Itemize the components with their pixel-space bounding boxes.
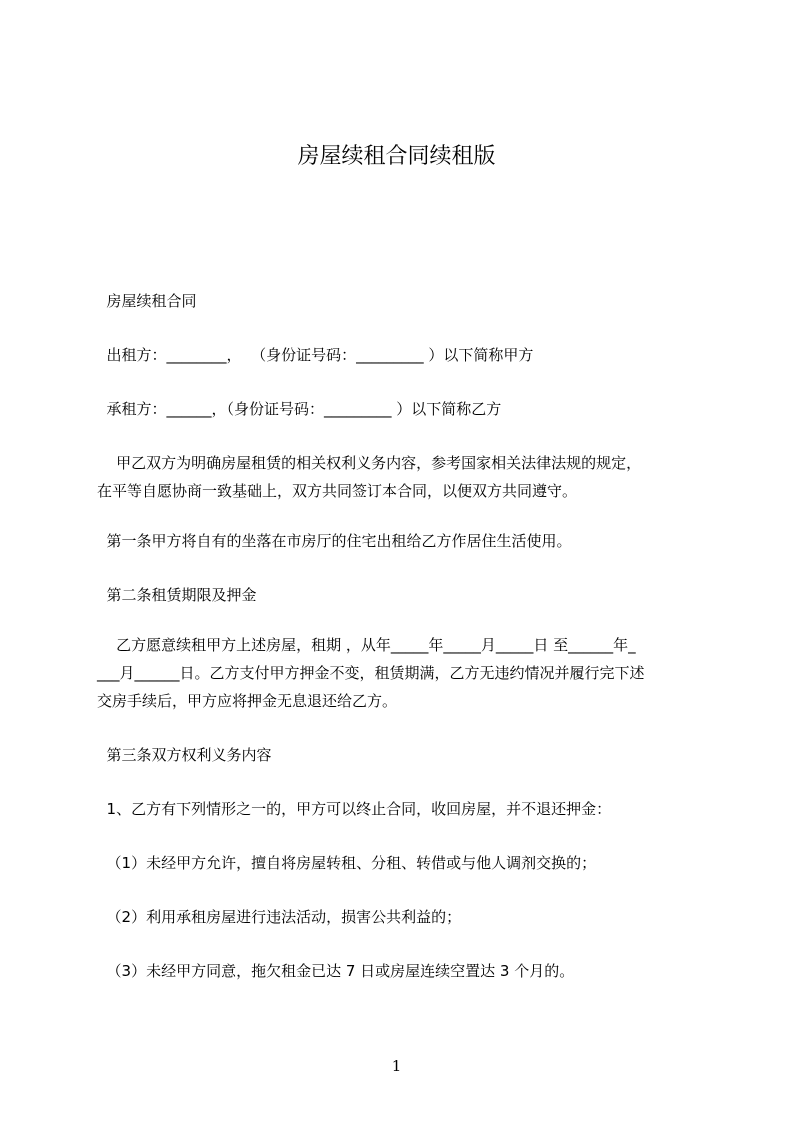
article-2-body <box>97 631 717 715</box>
clause-item-1: （1）未经甲方允许，擅自将房屋转租、分租、转借或与他人调剂交换的； <box>97 854 597 872</box>
lessee-line: 承租方：______，（身份证号码：_________ ）以下简称乙方 <box>97 400 502 418</box>
intro-line: 甲乙双方为明确房屋租赁的相关权利义务内容，参考国家相关法律法规的规定， <box>97 454 642 472</box>
page-number: 1 <box>391 1057 402 1075</box>
article-2-line: ___月______日。乙方支付甲方押金不变，租赁期满，乙方无违约情况并履行完下述 <box>97 664 645 682</box>
article-2-line: 乙方愿意续租甲方上述房屋，租期 ，从年_____年_____月_____日 至______年_ <box>97 636 636 654</box>
intro-line: 在平等自愿协商一致基础上，双方共同签订本合同，以便双方共同遵守。 <box>97 482 578 500</box>
clause-item-3: （3）未经甲方同意，拖欠租金已达 7 日或房屋连续空置达 3 个月的。 <box>97 962 575 980</box>
article-1: 第一条甲方将自有的坐落在市房厅的住宅出租给乙方作居住生活使用。 <box>97 532 572 550</box>
document-title: 房屋续租合同续租版 <box>297 144 496 169</box>
article-2-line: 交房手续后，甲方应将押金无息退还给乙方。 <box>97 692 398 710</box>
article-3-title: 第三条双方权利义务内容 <box>97 746 272 764</box>
intro-paragraph <box>97 449 717 505</box>
clause-1: 1、乙方有下列情形之一的，甲方可以终止合同，收回房屋，并不退还押金： <box>97 800 612 818</box>
clause-item-2: （2）利用承租房屋进行违法活动，损害公共利益的； <box>97 908 462 926</box>
lessor-line: 出租方：________， （身份证号码：_________ ）以下简称甲方 <box>97 346 534 364</box>
article-2-title: 第二条租赁期限及押金 <box>97 586 257 604</box>
contract-heading: 房屋续租合同 <box>97 292 197 310</box>
